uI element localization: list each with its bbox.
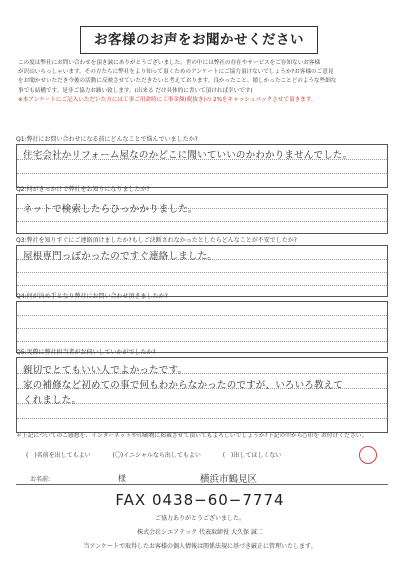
- intro-line: が沢山いらっしゃいます。その方たちに弊社をより知って頂くためのアンケートにご協力頂けないでしょうか?お客様のご意見: [18, 69, 334, 76]
- question-label: Q2:何がきっかけで弊社をお知りになりましたか?: [16, 186, 150, 193]
- publish-consent-note: ＊上記についてのご感想を、インターネットや印刷物に掲載させて頂いてもよろしいでしょうか?下記の中から○印を お付けください。: [16, 433, 368, 439]
- handwritten-answer: ネットで検索したらひっかかりました。: [23, 204, 198, 215]
- name-label: お名前:: [30, 476, 51, 483]
- answer-box[interactable]: [16, 144, 388, 188]
- question-5: [16, 348, 388, 433]
- question-3: [16, 236, 388, 297]
- intro-line: をお聞かせいただき今後の活動に反映させていただきたいと考えております。良かったこと、嬉しかったことどのような些細な: [18, 78, 337, 85]
- answer-box[interactable]: [16, 245, 388, 297]
- handwritten-answer: 屋根専門っぽかったのですぐ連絡しました。: [23, 251, 218, 262]
- handwritten-answer: 親切でとてもいい人でよかったです。: [23, 365, 188, 376]
- privacy-note: 当アンケートで取得したお客様の個人情報は関係法規に基づき厳正に管理いたします。: [83, 543, 317, 550]
- question-label: Q1:弊社にお問い合わせになる前にどんなことで悩んでいましたか?: [16, 136, 198, 143]
- honorific: 様: [118, 474, 126, 483]
- seal-stamp: [359, 446, 377, 464]
- question-label: Q5:実際に弊社担当者がお伺いしていかがでしたか?: [16, 349, 156, 356]
- handwritten-address: 横浜市鶴見区: [200, 474, 258, 485]
- answer-box[interactable]: [16, 301, 388, 353]
- handwritten-answer: くれました。: [23, 395, 82, 406]
- answer-box[interactable]: [16, 194, 388, 234]
- question-1: [16, 135, 388, 188]
- question-4: [16, 292, 388, 353]
- option-name-ok[interactable]: ( )名前を出してもよい: [26, 452, 91, 459]
- handwritten-answer: 家の補修など初めての事で何もわからなかったのですが、いろいろ教えて: [23, 380, 344, 391]
- answer-box[interactable]: [16, 357, 388, 433]
- cashback-note: ※本アンケートにご記入いただいた方には工事ご用命時に工事金額(税抜き)の 2%をキャッシュバックさせて頂きます。: [18, 96, 317, 103]
- fax-number: FAX 0438−60−7774: [115, 491, 285, 509]
- intro-line: 事でも結構です。是非ご協力お願い致します。(出来る だけ具体的に書いて頂ければ幸いです): [18, 87, 253, 94]
- publish-options: [26, 450, 281, 459]
- option-no-publish[interactable]: ( )出してほしくない: [222, 452, 282, 459]
- option-initial-ok[interactable]: (〇)イニシャルなら出してもよい: [112, 452, 201, 459]
- question-label: Q4:何が決め手となり弊社にお問い合わせ頂きましたか?: [16, 293, 168, 300]
- question-2: [16, 185, 388, 234]
- company-name: 株式会社シエアテック 代表取締役 大久保 誠二: [137, 529, 263, 536]
- intro-text: [18, 59, 388, 105]
- question-label: Q3:弊社を知りすぐにご連絡頂けましたか?もしご決断されなかったとしたらどんなことが不安でしたか?: [16, 237, 297, 244]
- handwritten-answer: 住宅会社かリフォーム屋なのかどこに聞いていいのかわかりませんでした。: [23, 150, 353, 161]
- intro-line: この度は弊社にお問い合わせを頂き誠にありがとうございました。世の中には弊社の存在やサービスをご存知ないお客様: [18, 60, 321, 66]
- name-row: [16, 471, 388, 485]
- thanks-text: ご協力ありがとうございました。: [154, 515, 245, 522]
- survey-title: お客様のお声をお聞かせください: [80, 26, 318, 54]
